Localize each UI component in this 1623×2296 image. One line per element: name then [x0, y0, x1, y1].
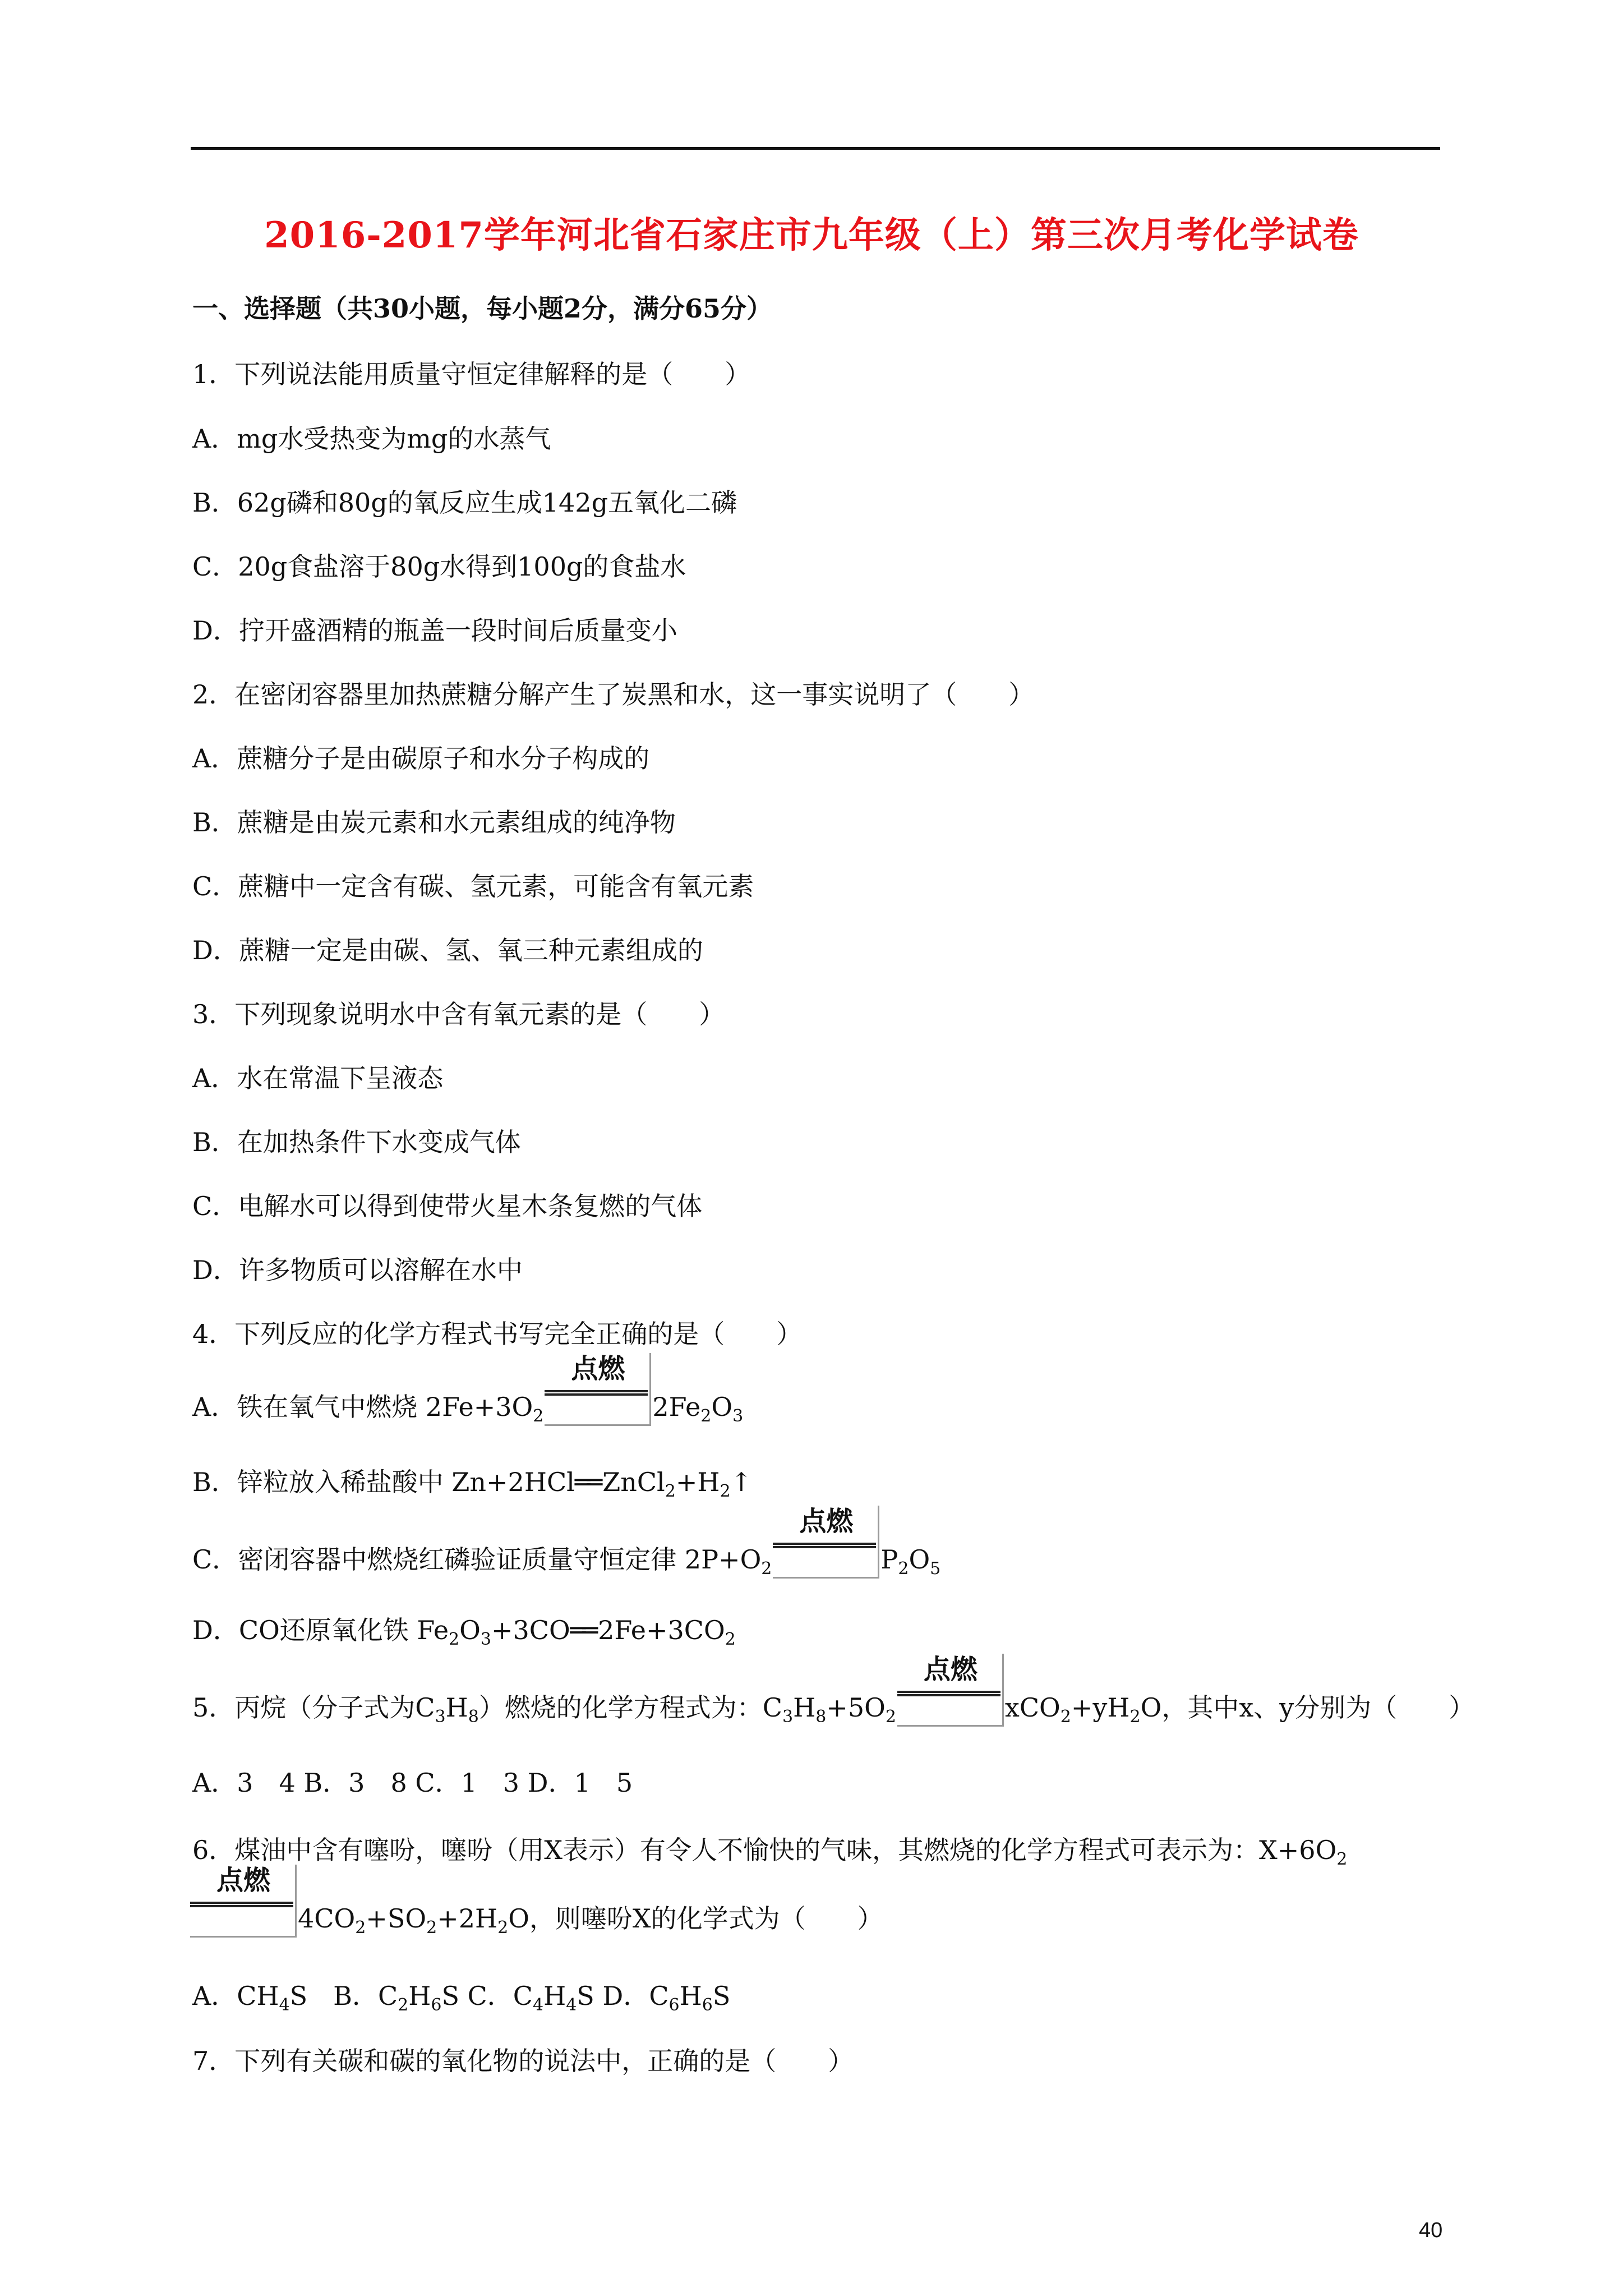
q6-stem-line1: [192, 1833, 1347, 1867]
q2-option-a: A．蔗糖分子是由碳原子和水分子构成的: [192, 743, 650, 774]
q5-text: H: [445, 1692, 468, 1723]
q2-option-d: D．蔗糖一定是由碳、氢、氧三种元素组成的: [192, 935, 703, 965]
subscript: 2: [898, 1559, 909, 1579]
subscript: 6: [668, 1995, 680, 2015]
q5-text: 5．丙烷（分子式为C: [192, 1692, 435, 1723]
q6-text: 6．煤油中含有噻吩，噻吩（用X表示）有令人不愉快的气味，其燃烧的化学方程式可表示为：X+6O: [192, 1835, 1337, 1865]
q4a-product: 2Fe: [652, 1392, 701, 1422]
q6-option-text: S B．C: [289, 1981, 398, 2011]
q2-stem: 2．在密闭容器里加热蔗糖分解产生了炭黑和水，这一事实说明了（ ）: [192, 679, 1035, 710]
q5-stem: [192, 1654, 1475, 1727]
q4b-product2: +H: [675, 1467, 720, 1497]
q3-option-c: C．电解水可以得到使带火星木条复燃的气体: [192, 1191, 703, 1221]
q4-option-a: A．铁在氧气中燃烧 $2Fe+3O_2$ 点燃 $2Fe_2O_3$: [192, 1353, 744, 1426]
q1-option-d: D．拧开盛酒精的瓶盖一段时间后质量变小: [192, 615, 677, 646]
q5-text: H: [793, 1692, 816, 1723]
q4-option-c: C．密闭容器中燃烧红磷验证质量守恒定律 $2P+O_2$ 点燃 $P_2O_5$: [192, 1506, 941, 1579]
subscript: 8: [815, 1707, 827, 1727]
q6-text: +SO: [366, 1903, 427, 1934]
subscript: 5: [930, 1559, 941, 1579]
q5-text: O，其中x、y分别为（ ）: [1140, 1692, 1475, 1723]
reaction-condition-sign: [773, 1506, 879, 1579]
frame-edge: [878, 1506, 879, 1579]
frame-edge: [295, 1865, 297, 1938]
equals-bars: [897, 1691, 1000, 1696]
q5-text: ）燃烧的化学方程式为：C: [478, 1692, 782, 1723]
q5-options: A．3 4 B．3 8 C．1 3 D．1 5: [192, 1768, 633, 1798]
header-rule: [191, 147, 1440, 150]
q4c-product: P: [880, 1544, 898, 1575]
q4d-text: D．CO还原氧化铁 Fe: [192, 1615, 449, 1645]
q2-option-c: C．蔗糖中一定含有碳、氢元素，可能含有氧元素: [192, 871, 754, 901]
subscript: 6: [702, 1995, 713, 2015]
equals-sign: ══: [574, 1467, 600, 1497]
subscript: 8: [468, 1707, 479, 1727]
q5-text: +yH: [1071, 1692, 1130, 1723]
subscript: 2: [449, 1630, 460, 1649]
subscript: 2: [1060, 1707, 1071, 1727]
subscript: 2: [426, 1918, 437, 1938]
q6-option-text: S C．C: [441, 1981, 533, 2011]
q2-option-b: B．蔗糖是由炭元素和水元素组成的纯净物: [192, 807, 676, 838]
frame-edge: [649, 1353, 651, 1426]
page-title: 2016-2017学年河北省石家庄市九年级（上）第三次月考化学试卷: [264, 214, 1359, 256]
q4d-reactant: +3CO: [491, 1615, 570, 1645]
subscript: 2: [725, 1630, 736, 1649]
q4d-product: 2Fe+3CO: [598, 1615, 725, 1645]
q6-stem-line2: [192, 1865, 883, 1938]
q6-option-text: H: [679, 1981, 702, 2011]
condition-label: 点燃: [216, 1865, 270, 1896]
q4a-text: A．铁在氧气中燃烧 2Fe+3O: [192, 1392, 533, 1422]
subscript: 2: [885, 1707, 896, 1727]
subscript: 3: [480, 1630, 491, 1649]
equals-bars: [190, 1902, 293, 1907]
equals-bars: [545, 1390, 648, 1396]
q1-stem: 1．下列说法能用质量守恒定律解释的是（ ）: [192, 359, 751, 389]
q1-option-a: A．mg水受热变为mg的水蒸气: [192, 424, 551, 454]
q3-option-a: A．水在常温下呈液态: [192, 1063, 444, 1093]
subscript: 2: [497, 1918, 509, 1938]
q6-text: +2H: [437, 1903, 498, 1934]
subscript: 4: [566, 1995, 577, 2015]
subscript: 4: [279, 1995, 290, 2015]
equals-sign: ══: [570, 1615, 595, 1645]
condition-label: 点燃: [923, 1654, 978, 1685]
q6-option-text: A．CH: [192, 1981, 279, 2011]
equals-bars: [773, 1543, 876, 1548]
subscript: 2: [1336, 1849, 1348, 1869]
condition-label: 点燃: [799, 1506, 854, 1537]
subscript: 2: [355, 1918, 366, 1938]
subscript: 2: [720, 1481, 731, 1501]
reaction-condition-sign: [545, 1353, 651, 1426]
subscript: 3: [732, 1406, 744, 1426]
q6-option-text: H: [408, 1981, 431, 2011]
section-heading: 一、选择题（共30小题，每小题2分，满分65分）: [192, 293, 773, 324]
q4b-text: B．锌粒放入稀盐酸中 Zn+2HCl: [192, 1467, 575, 1497]
q7-stem: 7．下列有关碳和碳的氧化物的说法中，正确的是（ ）: [192, 2046, 854, 2076]
q6-text: O，则噻吩X的化学式为（ ）: [508, 1903, 883, 1934]
q4c-text: C．密闭容器中燃烧红磷验证质量守恒定律 2P+O: [192, 1544, 762, 1575]
subscript: 6: [431, 1995, 442, 2015]
q4b-product: ZnCl: [602, 1467, 665, 1497]
q3-option-d: D．许多物质可以溶解在水中: [192, 1255, 523, 1285]
q1-option-c: C．20g食盐溶于80g水得到100g的食盐水: [192, 551, 686, 582]
q5-text: +5O: [826, 1692, 886, 1723]
q3-option-b: B．在加热条件下水变成气体: [192, 1127, 521, 1157]
reaction-condition-sign: [190, 1865, 297, 1938]
subscript: 2: [700, 1406, 712, 1426]
page-number: 40: [1419, 2219, 1443, 2242]
q4-option-b: [192, 1465, 752, 1499]
subscript: 2: [533, 1406, 544, 1426]
subscript: 3: [782, 1707, 794, 1727]
reaction-condition-sign: [897, 1654, 1004, 1727]
frame-edge: [897, 1725, 1004, 1727]
subscript: 2: [761, 1559, 772, 1579]
q6-options: [192, 1979, 730, 2013]
q4-stem: 4．下列反应的化学方程式书写完全正确的是（ ）: [192, 1319, 803, 1349]
subscript: 2: [398, 1995, 409, 2015]
q3-stem: 3．下列现象说明水中含有氧元素的是（ ）: [192, 999, 725, 1029]
q6-option-text: S D．C: [577, 1981, 669, 2011]
subscript: 3: [435, 1707, 446, 1727]
subscript: 2: [1129, 1707, 1141, 1727]
frame-edge: [1002, 1654, 1004, 1727]
q4-option-d: D．CO还原氧化铁 $Fe_2O_3+3CO══$ $2Fe+3CO_2$: [192, 1615, 736, 1649]
q6-text: 4CO: [298, 1903, 356, 1934]
q6-option-text: H: [543, 1981, 566, 2011]
subscript: 2: [665, 1481, 676, 1501]
q6-option-text: S: [712, 1981, 731, 2011]
frame-edge: [545, 1424, 651, 1426]
subscript: 4: [532, 1995, 544, 2015]
gas-arrow-icon: ↑: [730, 1467, 753, 1497]
frame-edge: [773, 1577, 879, 1579]
q5-text: xCO: [1004, 1692, 1061, 1723]
frame-edge: [190, 1936, 297, 1938]
q1-option-b: B．62g磷和80g的氧反应生成142g五氧化二磷: [192, 487, 737, 518]
condition-label: 点燃: [571, 1353, 625, 1384]
